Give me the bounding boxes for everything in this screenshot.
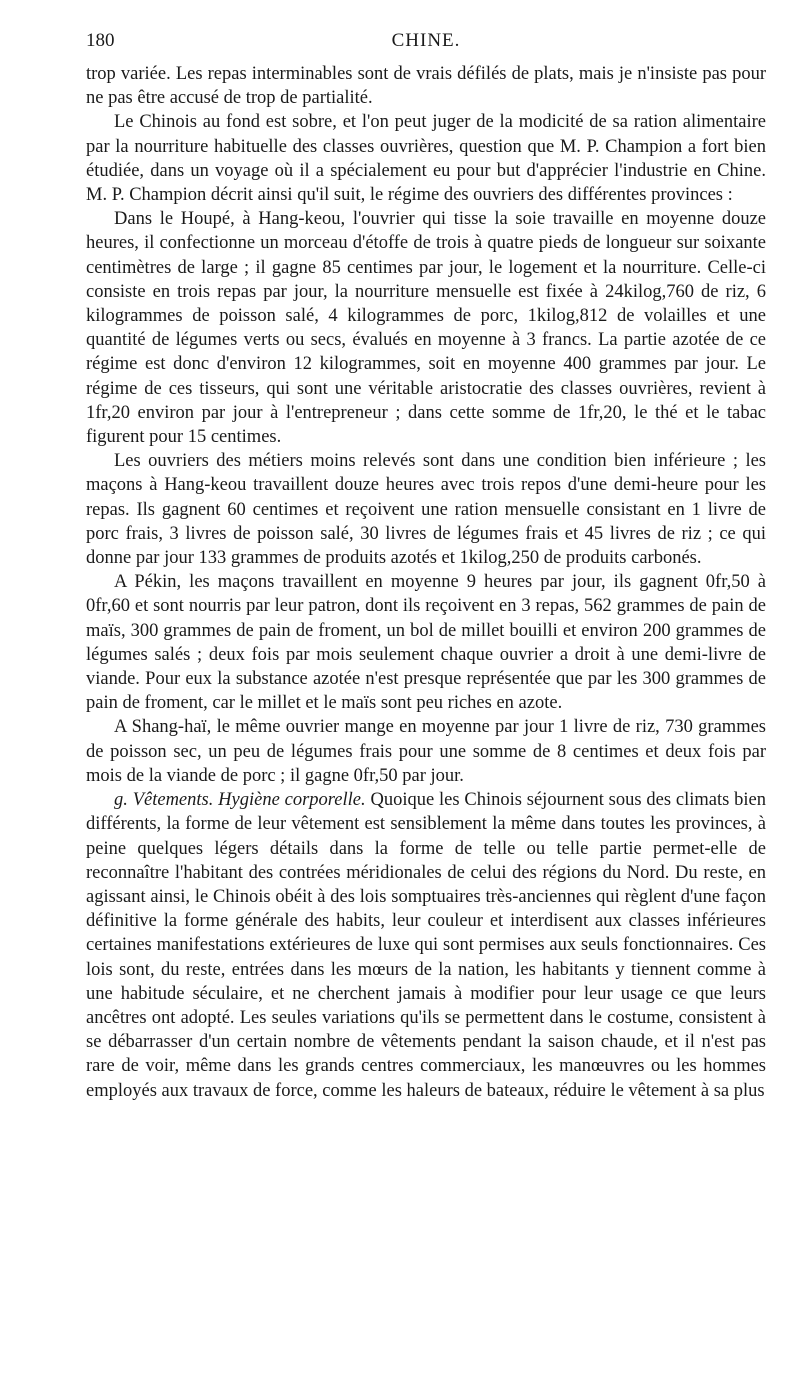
paragraph-clothing <box>86 788 766 1103</box>
section-heading-clothing: g. Vêtements. Hygiène corporelle. <box>114 790 366 811</box>
paragraph-pekin: A Pékin, les maçons travaillent en moyenne 9 heures par jour, ils gagnent 0fr,50 à 0fr,60 et sont nourris par leur patron, dont ils reçoivent en 3 repas, 562 grammes de pain de maïs, 300 grammes de pain de froment, un bol de millet bouilli et environ 200 grammes de légumes salés ; deux fois par mois seulement chaque ouvrier a droit à une demi-livre de viande. Pour eux la substance azotée n'est presque représentée que par les 300 grammes de pain de froment, car le millet et le maïs sont peu riches en azote. <box>86 572 766 714</box>
paragraph-houpe-weavers: Dans le Houpé, à Hang-keou, l'ouvrier qui tisse la soie travaille en moyenne douze heures, il confectionne un morceau d'étoffe de trois à quatre pieds de longueur sur soixante centimètres de large ; il gagne 85 centimes par jour, le logement et la nourriture. Celle-ci consiste en trois repas par jour, la nourriture mensuelle est fixée à 24kilog,760 de riz, 6 kilogrammes de poisson salé, 4 kilogrammes de porc, 1kilog,812 de volailles et une quantité de légumes verts ou secs, évalués en moyenne à 3 francs. La partie azotée de ce régime est donc d'environ 12 kilogrammes, soit en moyenne 400 grammes par jour. Le régime de ces tisseurs, qui sont une véritable aristocratie des classes ouvrières, revient à 1fr,20 environ par jour à l'entrepreneur ; dans cette somme de 1fr,20, le thé et le tabac figurent pour 15 centimes. <box>86 209 766 448</box>
paragraph-continuation: trop variée. Les repas interminables sont de vrais défilés de plats, mais je n'insiste pas pour ne pas être accusé de trop de partialité. <box>86 64 766 109</box>
running-title: CHINE. <box>391 30 461 51</box>
body-text <box>86 62 766 1103</box>
paragraph-shanghai: A Shang-haï, le même ouvrier mange en moyenne par jour 1 livre de riz, 730 grammes de poisson sec, un peu de légumes frais pour une somme de 8 centimes et deux fois par mois de la viande de porc ; il gagne 0fr,50 par jour. <box>86 717 766 786</box>
page-number: 180 <box>86 30 115 51</box>
paragraph-clothing-text: Quoique les Chinois séjournent sous des climats bien différents, la forme de leur vêtement est sensiblement la même dans toutes les provinces, à peine quelques légers détails dans la forme de telle ou telle partie permet-elle de reconnaître l'habitant des contrées méridionales de celui des régions du Nord. Du reste, en agissant ainsi, le Chinois obéit à des lois somptuaires très-anciennes qui règlent d'une façon définitive la forme générale des habits, leur couleur et interdisent aux classes inférieures certaines manifestations extérieures de luxe qui sont permises aux seuls fonctionnaires. Ces lois sont, du reste, entrées dans les mœurs de la nation, les habitants y tiennent comme à une habitude séculaire, et ne cherchent jamais à modifier pour leur usage ce que leurs ancêtres ont adopté. Les seules variations qu'ils se permettent dans le costume, consistent à se débarrasser d'un certain nombre de vêtements pendant la saison chaude, et il n'est pas rare de voir, même dans les grands centres commerciaux, les manœuvres ou les hommes employés aux travaux de force, comme les haleurs de bateaux, réduire le vêtement à sa plus <box>86 790 766 1101</box>
paragraph-sobriety: Le Chinois au fond est sobre, et l'on peut juger de la modicité de sa ration alimentaire par la nourriture habituelle des classes ouvrières, question que M. P. Champion a fort bien étudiée, dans un voyage où il a spécialement eu pour but d'apprécier l'industrie en Chine. M. P. Champion décrit ainsi qu'il suit, le régime des ouvriers des différentes provinces : <box>86 112 766 206</box>
page-header <box>86 22 766 62</box>
paragraph-masons-hangkeou: Les ouvriers des métiers moins relevés sont dans une condition bien inférieure ; les maçons à Hang-keou travaillent douze heures avec trois repos d'une demi-heure pour les repas. Ils gagnent 60 centimes et reçoivent une ration mensuelle consistant en 1 livre de porc frais, 3 livres de poisson salé, 30 livres de légumes frais et 45 livres de riz ; ce qui donne par jour 133 grammes de produits azotés et 1kilog,250 de produits carbonés. <box>86 451 766 569</box>
book-page <box>86 22 766 1103</box>
